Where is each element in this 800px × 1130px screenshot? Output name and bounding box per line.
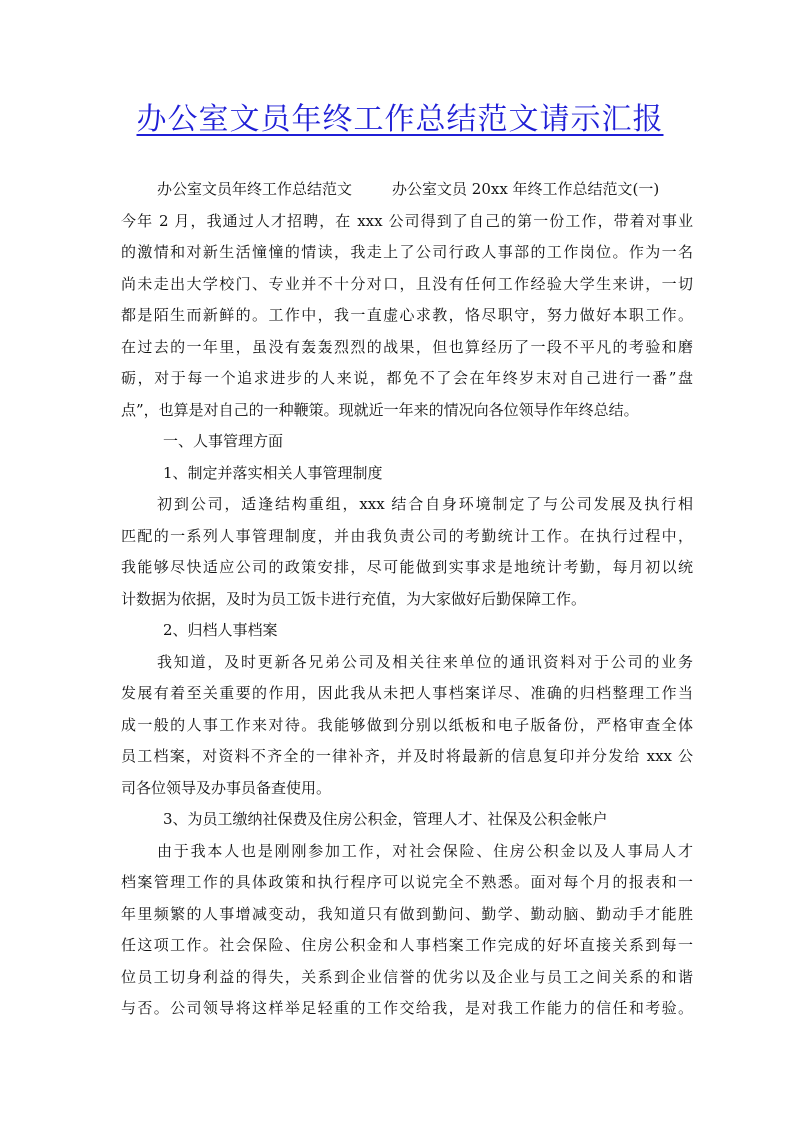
paragraph-line: 发展有着至关重要的作用，因此我从未把人事档案详尽、准确的归档整理工作当 bbox=[121, 684, 693, 702]
paragraph-line: 初到公司，适逢结构重组，xxx 结合自身环境制定了与公司发展及执行相 bbox=[157, 495, 693, 513]
paragraph-line: 与否。公司领导将这样举足轻重的工作交给我，是对我工作能力的信任和考验。 bbox=[121, 999, 693, 1017]
paragraph-line: 点”，也算是对自己的一种鞭策。现就近一年来的情况向各位领导作年终总结。 bbox=[121, 400, 639, 419]
document-title[interactable]: 办公室文员年终工作总结范文请示汇报 bbox=[136, 102, 664, 137]
paragraph-line: 在过去的一年里，虽没有轰轰烈烈的战果，但也算经历了一段不平凡的考验和磨 bbox=[121, 337, 693, 356]
intro-title: 办公室文员年终工作总结范文 bbox=[157, 180, 353, 198]
paragraph-line: 都是陌生而新鲜的。工作中，我一直虚心求教，恪尽职守，努力做好本职工作。 bbox=[121, 306, 693, 324]
paragraph-line: 成一般的人事工作来对待。我能够做到分别以纸板和电子版备份，严格审查全体 bbox=[121, 715, 693, 734]
paragraph-line: 我能够尽快适应公司的政策安排，尽可能做到实事求是地统计考勤，每月初以统 bbox=[121, 558, 693, 576]
paragraph-line: 计数据为依据，及时为员工饭卡进行充值，为大家做好后勤保障工作。 bbox=[121, 589, 587, 608]
subsection-heading: 2、归档人事档案 bbox=[163, 621, 278, 639]
paragraph-line: 匹配的一系列人事管理制度，并由我负责公司的考勤统计工作。在执行过程中， bbox=[121, 526, 693, 545]
paragraph-line: 档案管理工作的具体政策和执行程序可以说完全不熟悉。面对每个月的报表和一 bbox=[121, 873, 693, 891]
section-heading: 一、人事管理方面 bbox=[163, 432, 284, 450]
paragraph-line: 年里频繁的人事增减变动，我知道只有做到勤问、勤学、勤动脑、勤动手才能胜 bbox=[121, 904, 693, 923]
paragraph-line: 员工档案，对资料不齐全的一律补齐，并及时将最新的信息复印并分发给 xxx 公 bbox=[121, 747, 693, 765]
intro-line bbox=[121, 174, 693, 206]
paragraph-line: 我知道，及时更新各兄弟公司及相关往来单位的通讯资料对于公司的业务 bbox=[157, 652, 693, 671]
paragraph-line: 砺，对于每一个追求进步的人来说，都免不了会在年终岁末对自己进行一番”盘 bbox=[121, 369, 693, 387]
paragraph-line: 今年 2 月，我通过人才招聘，在 xxx 公司得到了自己的第一份工作，带着对事业 bbox=[121, 211, 693, 230]
subsection-heading: 3、为员工缴纳社保费及住房公积金，管理人才、社保及公积金帐户 bbox=[163, 810, 608, 828]
paragraph-line: 的激情和对新生活憧憧的情读，我走上了公司行政人事部的工作岗位。作为一名 bbox=[121, 243, 693, 261]
intro-subtitle: 办公室文员 20xx 年终工作总结范文(一) bbox=[392, 180, 660, 198]
subsection-heading: 1、制定并落实相关人事管理制度 bbox=[163, 463, 383, 482]
paragraph-line: 司各位领导及办事员备查使用。 bbox=[121, 778, 332, 797]
document-body bbox=[121, 174, 693, 1025]
paragraph-line: 由于我本人也是刚刚参加工作，对社会保险、住房公积金以及人事局人才 bbox=[157, 841, 693, 860]
paragraph-line: 任这项工作。社会保险、住房公积金和人事档案工作完成的好坏直接关系到每一 bbox=[121, 936, 693, 954]
paragraph-line: 尚未走出大学校门、专业并不十分对口，且没有任何工作经验大学生来讲，一切 bbox=[121, 274, 693, 293]
paragraph-line: 位员工切身利益的得失，关系到企业信誉的优劣以及企业与员工之间关系的和谐 bbox=[121, 967, 693, 986]
